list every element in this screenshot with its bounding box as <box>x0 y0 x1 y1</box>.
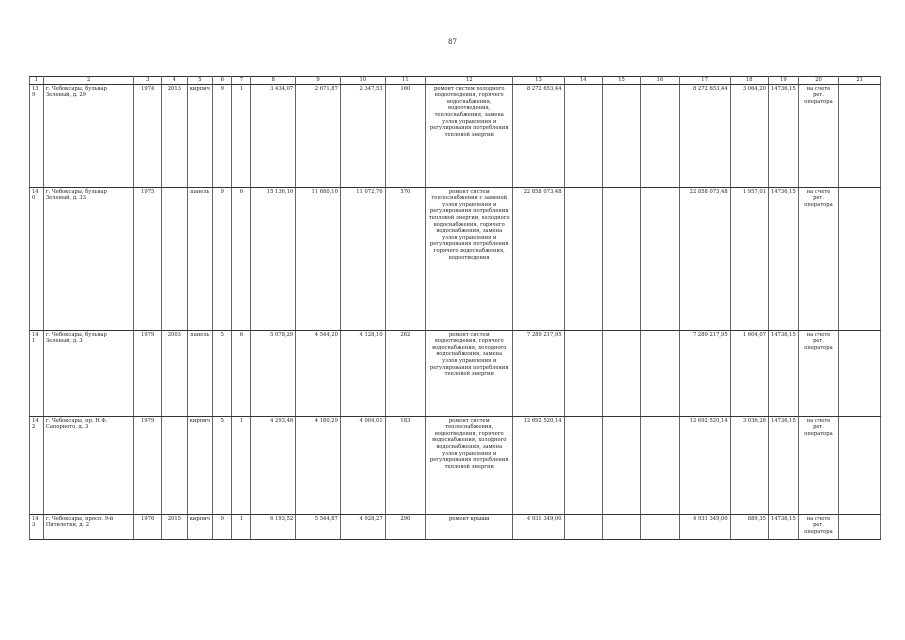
entrances-cell: 1 <box>232 416 251 514</box>
cost-per-m2-cell: 889,35 <box>730 514 768 539</box>
residents-cell: 570 <box>385 187 425 330</box>
year-repair-cell: 2015 <box>162 514 188 539</box>
column-number: 17 <box>679 77 730 85</box>
empty-cell <box>602 330 640 416</box>
method-cell: на счете рег. оператора <box>798 84 838 187</box>
work-type-cell: ремонт систем водоотведения, горячего водоснабжения, холодного водоснабжения, замена узлов управления и регулирования потребления тепловой энергии <box>426 330 513 416</box>
row-number: 142 <box>30 416 44 514</box>
area-owned-cell: 4 928,27 <box>340 514 385 539</box>
column-number: 1 <box>30 77 44 85</box>
method-cell: на счете рег. оператора <box>798 187 838 330</box>
address-cell: г. Чебоксары, просп. 9-й Пятилетки, д. 2 <box>43 514 134 539</box>
column-number: 21 <box>839 77 881 85</box>
empty-cell <box>641 514 679 539</box>
address-cell: г. Чебоксары, бульвар Зеленый, д. 33 <box>43 187 134 330</box>
column-number: 6 <box>213 77 232 85</box>
address-cell: г. Чебоксары, бульвар Зеленый, д. 29 <box>43 84 134 187</box>
cost-per-m2-cell: 3 064,20 <box>730 84 768 187</box>
cost-total-cell: 8 272 653,44 <box>513 84 564 187</box>
cost-per-m2-cell: 1 604,07 <box>730 330 768 416</box>
column-number: 7 <box>232 77 251 85</box>
cost-total-cell: 4 931 349,00 <box>513 514 564 539</box>
cost-total-cell: 7 289 217,95 <box>513 330 564 416</box>
table-row <box>30 514 881 539</box>
floors-cell: 5 <box>213 330 232 416</box>
empty-cell <box>602 514 640 539</box>
area-owned-cell: 4 004,01 <box>340 416 385 514</box>
area-total-cell: 5 078,29 <box>251 330 296 416</box>
column-number: 14 <box>564 77 602 85</box>
year-built-cell: 1979 <box>134 416 162 514</box>
area-living-cell: 4 544,20 <box>296 330 341 416</box>
column-number: 18 <box>730 77 768 85</box>
column-number: 16 <box>641 77 679 85</box>
limit-cost-cell: 14736,15 <box>768 84 798 187</box>
floors-cell: 9 <box>213 514 232 539</box>
year-repair-cell <box>162 187 188 330</box>
empty-cell <box>839 187 881 330</box>
year-repair-cell: 2003 <box>162 330 188 416</box>
area-living-cell: 5 544,87 <box>296 514 341 539</box>
material-cell: кирпич <box>187 514 213 539</box>
cost-per-m2-cell: 3 036,28 <box>730 416 768 514</box>
area-owned-cell: 11 072,76 <box>340 187 385 330</box>
residents-cell: 183 <box>385 416 425 514</box>
area-owned-cell: 4 128,10 <box>340 330 385 416</box>
table-row <box>30 187 881 330</box>
column-number: 9 <box>296 77 341 85</box>
area-total-cell: 3 434,07 <box>251 84 296 187</box>
empty-cell <box>602 84 640 187</box>
empty-cell <box>602 187 640 330</box>
empty-cell <box>641 416 679 514</box>
entrances-cell: 6 <box>232 187 251 330</box>
work-type-cell: ремонт систем холодного водоотведения, горячего водоснабжения, водоотведения, теплоснабжения, замена узлов управления и регулирования потребления тепловой энергии <box>426 84 513 187</box>
column-number: 15 <box>602 77 640 85</box>
table-row <box>30 84 881 187</box>
empty-cell <box>839 416 881 514</box>
material-cell: панель <box>187 187 213 330</box>
empty-cell <box>564 84 602 187</box>
cost-total-cell: 12 692 520,14 <box>513 416 564 514</box>
column-number: 12 <box>426 77 513 85</box>
limit-cost-cell: 14736,15 <box>768 416 798 514</box>
empty-cell <box>641 330 679 416</box>
empty-cell <box>564 416 602 514</box>
cost-owners-cell: 4 931 349,00 <box>679 514 730 539</box>
column-number: 19 <box>768 77 798 85</box>
address-cell: г. Чебоксары, пр. Н.Ф. Сапорного, д. 3 <box>43 416 134 514</box>
floors-cell: 5 <box>213 416 232 514</box>
empty-cell <box>839 514 881 539</box>
area-owned-cell: 2 347,53 <box>340 84 385 187</box>
area-total-cell: 6 193,52 <box>251 514 296 539</box>
repair-program-table <box>29 76 881 540</box>
material-cell: панель <box>187 330 213 416</box>
entrances-cell: 1 <box>232 514 251 539</box>
area-living-cell: 11 680,10 <box>296 187 341 330</box>
residents-cell: 290 <box>385 514 425 539</box>
work-type-cell: ремонт крыши <box>426 514 513 539</box>
residents-cell: 160 <box>385 84 425 187</box>
year-built-cell: 1975 <box>134 187 162 330</box>
empty-cell <box>602 416 640 514</box>
cost-owners-cell: 12 692 520,14 <box>679 416 730 514</box>
area-total-cell: 15 136,10 <box>251 187 296 330</box>
column-number: 3 <box>134 77 162 85</box>
column-number-row <box>30 77 881 85</box>
empty-cell <box>564 514 602 539</box>
entrances-cell: 1 <box>232 84 251 187</box>
column-number: 2 <box>43 77 134 85</box>
address-cell: г. Чебоксары, бульвар Зеленый, д. 3 <box>43 330 134 416</box>
empty-cell <box>641 187 679 330</box>
cost-per-m2-cell: 1 957,01 <box>730 187 768 330</box>
row-number: 141 <box>30 330 44 416</box>
column-number: 10 <box>340 77 385 85</box>
cost-owners-cell: 22 858 073,48 <box>679 187 730 330</box>
row-number: 140 <box>30 187 44 330</box>
limit-cost-cell: 14736,15 <box>768 514 798 539</box>
cost-total-cell: 22 858 073,48 <box>513 187 564 330</box>
empty-cell <box>564 187 602 330</box>
limit-cost-cell: 14736,15 <box>768 330 798 416</box>
method-cell: на счете рег. оператора <box>798 416 838 514</box>
work-type-cell: ремонт систем теплоснабжения, водоотведения, горячего водоснабжения, холодного водоснабжения, замена узлов управления и регулирования потребления тепловой энергии <box>426 416 513 514</box>
material-cell: кирпич <box>187 84 213 187</box>
table-row <box>30 416 881 514</box>
method-cell: на счете рег. оператора <box>798 330 838 416</box>
column-number: 11 <box>385 77 425 85</box>
year-built-cell: 1974 <box>134 84 162 187</box>
year-repair-cell: 2013 <box>162 84 188 187</box>
column-number: 4 <box>162 77 188 85</box>
cost-owners-cell: 7 289 217,95 <box>679 330 730 416</box>
floors-cell: 9 <box>213 84 232 187</box>
residents-cell: 262 <box>385 330 425 416</box>
entrances-cell: 6 <box>232 330 251 416</box>
area-living-cell: 4 180,29 <box>296 416 341 514</box>
row-number: 139 <box>30 84 44 187</box>
floors-cell: 9 <box>213 187 232 330</box>
row-number: 143 <box>30 514 44 539</box>
material-cell: кирпич <box>187 416 213 514</box>
cost-owners-cell: 8 272 653,44 <box>679 84 730 187</box>
table-row <box>30 330 881 416</box>
page-number: 87 <box>448 38 457 46</box>
year-built-cell: 1979 <box>134 330 162 416</box>
column-number: 5 <box>187 77 213 85</box>
year-built-cell: 1976 <box>134 514 162 539</box>
empty-cell <box>641 84 679 187</box>
empty-cell <box>564 330 602 416</box>
empty-cell <box>839 84 881 187</box>
method-cell: на счете рег. оператора <box>798 514 838 539</box>
column-number: 13 <box>513 77 564 85</box>
year-repair-cell <box>162 416 188 514</box>
work-type-cell: ремонт систем теплоснабжения с заменой узлов управления и регулирования потребления тепловой энергии, холодного водоснабжения, горячего водоснабжения, замена узлов управления и регулирования потребления горячего водоснабжения, водоотведения <box>426 187 513 330</box>
limit-cost-cell: 14736,15 <box>768 187 798 330</box>
area-total-cell: 4 293,48 <box>251 416 296 514</box>
empty-cell <box>839 330 881 416</box>
area-living-cell: 2 671,87 <box>296 84 341 187</box>
column-number: 8 <box>251 77 296 85</box>
column-number: 20 <box>798 77 838 85</box>
